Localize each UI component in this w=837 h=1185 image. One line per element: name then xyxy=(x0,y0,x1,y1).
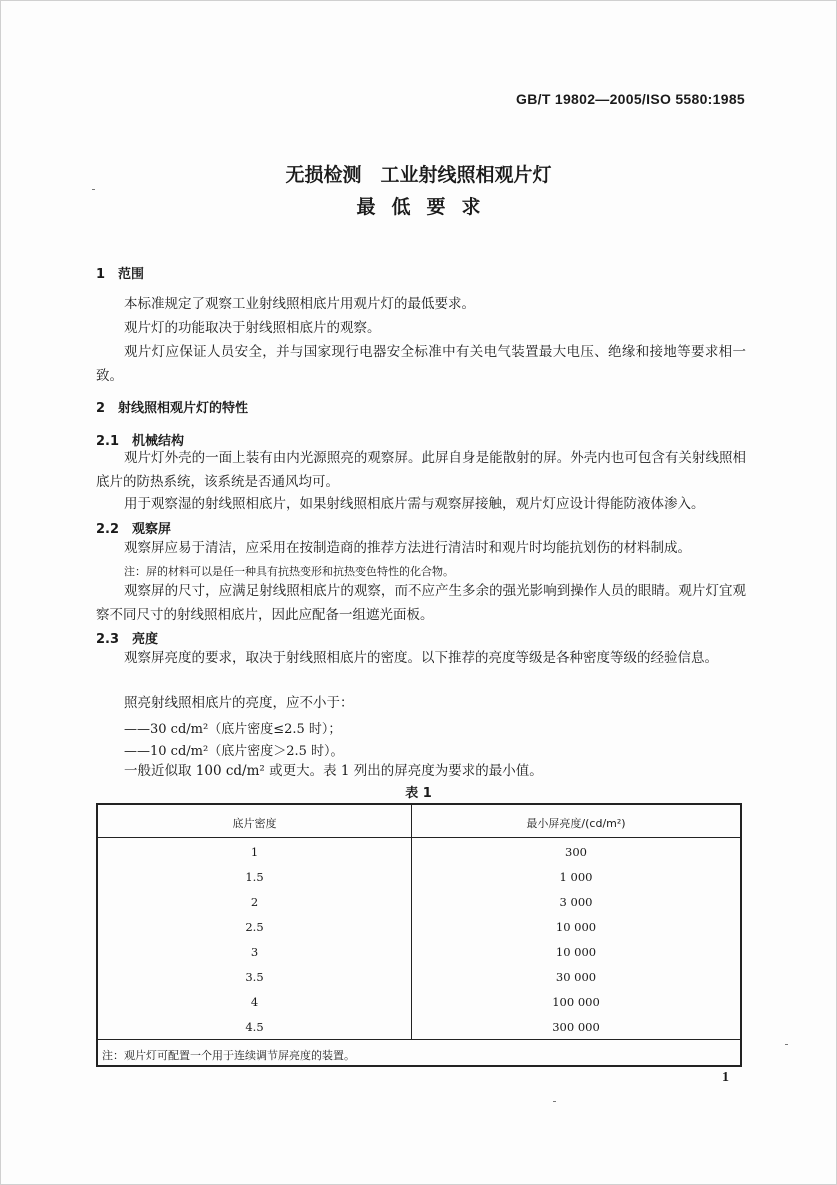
section-title: 射线照相观片灯的特性 xyxy=(118,401,249,416)
page-number: 1 xyxy=(722,1070,729,1085)
section-heading-2 xyxy=(96,397,248,416)
table-cell-luminance: 1 000 xyxy=(559,870,593,884)
paragraph: 观片灯外壳的一面上装有由内光源照亮的观察屏。此屏自身是能散射的屏。外壳内也可包含有关射线照相底片的防热系统，该系统是否通风均可。 xyxy=(96,450,746,490)
luminance-table xyxy=(96,803,742,1067)
table-cell-density: 3 xyxy=(250,945,259,959)
table-caption: 表 1 xyxy=(405,786,432,801)
section-number: 2.1 xyxy=(96,434,120,449)
paragraph: 观片灯的功能取决于射线照相底片的观察。 xyxy=(124,320,381,336)
section-title: 观察屏 xyxy=(132,522,172,537)
standard-code: GB/T 19802—2005/ISO 5580:1985 xyxy=(516,91,745,107)
table-header-luminance: 最小屏亮度/(cd/m²) xyxy=(526,817,626,830)
table-divider xyxy=(98,837,740,838)
section-number: 2.3 xyxy=(96,632,120,647)
section-heading-1 xyxy=(96,263,144,282)
table-divider xyxy=(98,1039,740,1040)
paragraph: 观察屏应易于清洁，应采用在按制造商的推荐方法进行清洁时和观片时均能抗划伤的材料制成。 xyxy=(124,540,691,556)
section-title: 机械结构 xyxy=(132,434,185,449)
document-subtitle: 最低要求 xyxy=(356,196,497,218)
section-number: 1 xyxy=(96,267,106,282)
paragraph: 一般近似取 100 cd/m² 或更大。表 1 列出的屏亮度为要求的最小值。 xyxy=(124,763,543,779)
section-heading-2-3 xyxy=(96,628,158,647)
paragraph: 用于观察湿的射线照相底片，如果射线照相底片需与观察屏接触，观片灯应设计得能防液体渗入。 xyxy=(124,496,705,512)
table-cell-luminance: 10 000 xyxy=(555,920,597,934)
note: 注：屏的材料可以是任一种具有抗热变形和抗热变色特性的化合物。 xyxy=(124,565,454,578)
section-heading-2-2 xyxy=(96,518,171,537)
scan-speck xyxy=(92,189,95,190)
paragraph: 本标准规定了观察工业射线照相底片用观片灯的最低要求。 xyxy=(124,296,475,312)
table-header-density: 底片密度 xyxy=(232,817,277,830)
table-cell-luminance: 3 000 xyxy=(559,895,593,909)
table-cell-luminance: 100 000 xyxy=(552,995,600,1009)
section-number: 2 xyxy=(96,401,106,416)
table-cell-density: 1.5 xyxy=(245,870,264,884)
scan-speck xyxy=(553,1101,556,1102)
table-cell-luminance: 300 xyxy=(565,845,587,859)
section-title: 范围 xyxy=(118,267,145,282)
table-cell-density: 2 xyxy=(250,895,259,909)
table-cell-luminance: 30 000 xyxy=(555,970,597,984)
paragraph: 观察屏的尺寸，应满足射线照相底片的观察，而不应产生多余的强光影响到操作人员的眼睛。观片灯宜观察不同尺寸的射线照相底片，因此应配备一组遮光面板。 xyxy=(96,583,746,623)
list-item: ——10 cd/m²（底片密度＞2.5 时）。 xyxy=(124,744,344,759)
table-cell-density: 2.5 xyxy=(245,920,264,934)
table-cell-density: 4.5 xyxy=(245,1020,264,1034)
section-number: 2.2 xyxy=(96,522,120,537)
table-cell-density: 3.5 xyxy=(245,970,264,984)
table-cell-luminance: 300 000 xyxy=(552,1020,600,1034)
list-item: ——30 cd/m²（底片密度≤2.5 时）； xyxy=(124,722,342,737)
page-border xyxy=(0,0,837,1)
paragraph: 照亮射线照相底片的亮度，应不小于： xyxy=(124,695,354,711)
scan-speck xyxy=(785,1044,788,1045)
paragraph: 观片灯应保证人员安全，并与国家现行电器安全标准中有关电气装置最大电压、绝缘和接地等要求相一致。 xyxy=(96,344,746,384)
table-note: 注：观片灯可配置一个用于连续调节屏亮度的装置。 xyxy=(102,1049,355,1062)
document-title: 无损检测 工业射线照相观片灯 xyxy=(285,164,552,186)
table-cell-density: 4 xyxy=(250,995,259,1009)
table-cell-density: 1 xyxy=(250,845,259,859)
table-cell-luminance: 10 000 xyxy=(555,945,597,959)
section-title: 亮度 xyxy=(132,632,159,647)
paragraph: 观察屏亮度的要求，取决于射线照相底片的密度。以下推荐的亮度等级是各种密度等级的经验信息。 xyxy=(124,650,718,666)
